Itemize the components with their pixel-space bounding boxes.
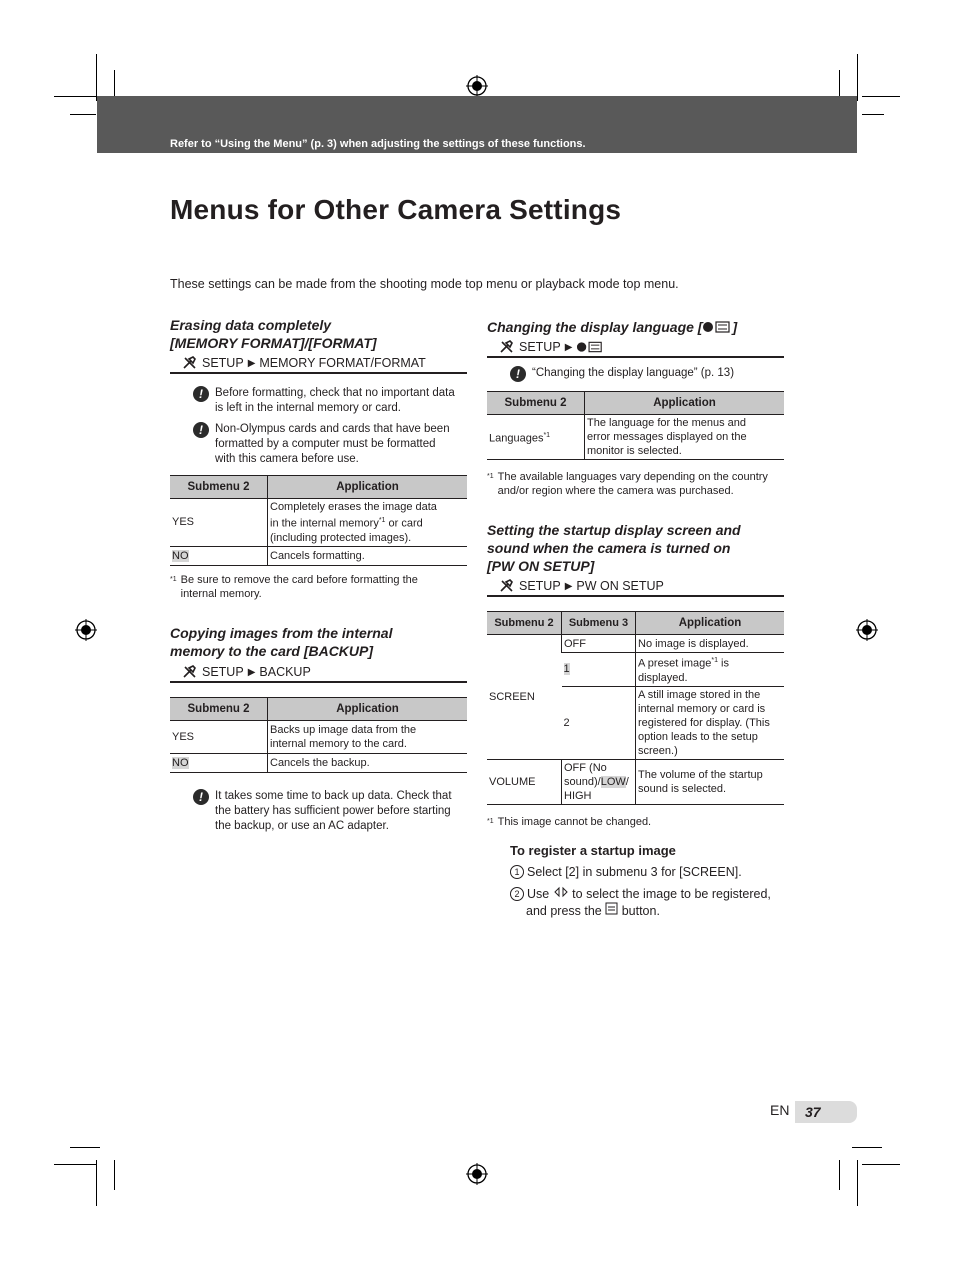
banner-text: Refer to “Using the Menu” (p. 3) when adjusting the settings of these functions. [170,138,586,150]
header-banner [97,96,857,153]
crop-mark [54,1164,96,1165]
crop-mark [852,1147,882,1148]
table-row: VOLUME OFF (No sound)/LOW/ HIGH The volume of the startup sound is selected. [487,759,784,804]
register-title: To register a startup image [510,843,676,858]
arrow-right-icon: ▶ [564,580,573,592]
table-row: Languages$^{*1}$ The language for the menus and error messages displayed on the monitor is selected. [487,415,784,460]
registration-mark-icon [466,75,488,97]
crop-mark [857,54,858,101]
registration-mark-icon [856,619,878,641]
crop-mark [96,54,97,101]
caution-icon: ! [193,386,209,402]
language-note: ! “Changing the display language” (p. 13) [510,366,780,382]
caution-icon: ! [193,789,209,805]
crop-mark [54,96,96,97]
arrow-keys-icon [553,886,569,898]
startup-menu-path: SETUP ▶ PW ON SETUP [499,579,664,593]
setup-wrench-icon [182,356,198,370]
format-menu-path: SETUP ▶ MEMORY FORMAT/FORMAT [182,356,426,370]
registration-mark-icon [466,1163,488,1185]
ok-button-icon [605,902,618,915]
crop-mark [857,1160,858,1206]
table-header: Submenu 3 [562,612,636,635]
crop-mark [862,96,900,97]
divider [170,372,467,374]
crop-mark [114,1160,115,1190]
startup-heading: Setting the startup display screen and sound when the camera is turned on [PW ON SETUP] [487,522,741,574]
format-table [170,475,467,566]
caution-icon: ! [193,422,209,438]
crop-mark [70,114,96,115]
language-icon [702,320,732,334]
register-step-1: 1 Select [2] in submenu 3 for [SCREEN]. [510,865,742,879]
table-header: Application [268,698,468,721]
register-step-2: 2 Use to select the image to be registered, and press the button. [510,886,790,919]
language-menu-path: SETUP ▶ [499,340,604,354]
setup-wrench-icon [499,579,515,593]
language-icon [576,340,604,354]
table-row: SCREEN OFF No image is displayed. [487,635,784,653]
table-row: 1 A preset image$^{*1}$ is displayed. [487,653,784,687]
backup-menu-path: SETUP ▶ BACKUP [182,665,311,679]
table-row: YES Completely erases the image data in the internal memory$^{*1}$ or card (including protected images). [170,499,467,547]
page-number-tab [795,1101,857,1123]
arrow-right-icon: ▶ [247,666,256,678]
format-note-2: ! Non-Olympus cards and cards that have been formatted by a computer must be formatted with this camera before use. [193,422,473,467]
table-row: NO Cancels formatting. [170,546,467,565]
table-row: NO Cancels the backup. [170,754,467,773]
backup-table [170,697,467,773]
language-heading: Changing the display language [ ] [487,319,738,335]
language-code: EN [770,1102,790,1118]
table-row: 2 A still image stored in the internal memory or card is registered for display. (This option leads to the setup screen.) [487,686,784,759]
crop-mark [862,1164,900,1165]
divider [487,595,784,597]
arrow-right-icon: ▶ [247,357,256,369]
table-header: Submenu 2 [487,392,585,415]
format-footnote: *1 Be sure to remove the card before formatting the internal memory. [170,574,418,600]
caution-icon: ! [510,366,526,382]
format-note-1: ! Before formatting, check that no important data is left in the internal memory or card. [193,386,473,416]
table-header: Application [268,476,468,499]
page-number: 37 [805,1104,821,1120]
crop-mark [70,1147,100,1148]
language-table [487,391,784,460]
divider [487,356,784,358]
arrow-right-icon: ▶ [564,341,573,353]
page-title: Menus for Other Camera Settings [170,194,622,225]
table-header: Submenu 2 [487,612,562,635]
registration-mark-icon [75,619,97,641]
intro-text: These settings can be made from the shooting mode top menu or playback mode top menu. [170,277,679,291]
setup-wrench-icon [182,665,198,679]
format-heading: Erasing data completely [MEMORY FORMAT]/[FORMAT] [170,317,377,351]
table-header: Submenu 2 [170,476,268,499]
table-header: Application [585,392,785,415]
startup-table [487,611,784,805]
startup-footnote: *1 This image cannot be changed. [487,816,652,828]
crop-mark [96,1160,97,1206]
divider [170,681,467,683]
table-row: YES Backs up image data from the internal memory to the card. [170,721,467,754]
crop-mark [839,1160,840,1190]
crop-mark [862,114,884,115]
backup-note: ! It takes some time to back up data. Check that the battery has sufficient power before starting the backup, or use an AC adapter. [193,789,473,834]
backup-heading: Copying images from the internal memory to the card [BACKUP] [170,625,393,659]
language-footnote: *1 The available languages vary depending on the country and/or region where the camera was purchased. [487,471,768,497]
setup-wrench-icon [499,340,515,354]
table-header: Application [636,612,785,635]
table-header: Submenu 2 [170,698,268,721]
